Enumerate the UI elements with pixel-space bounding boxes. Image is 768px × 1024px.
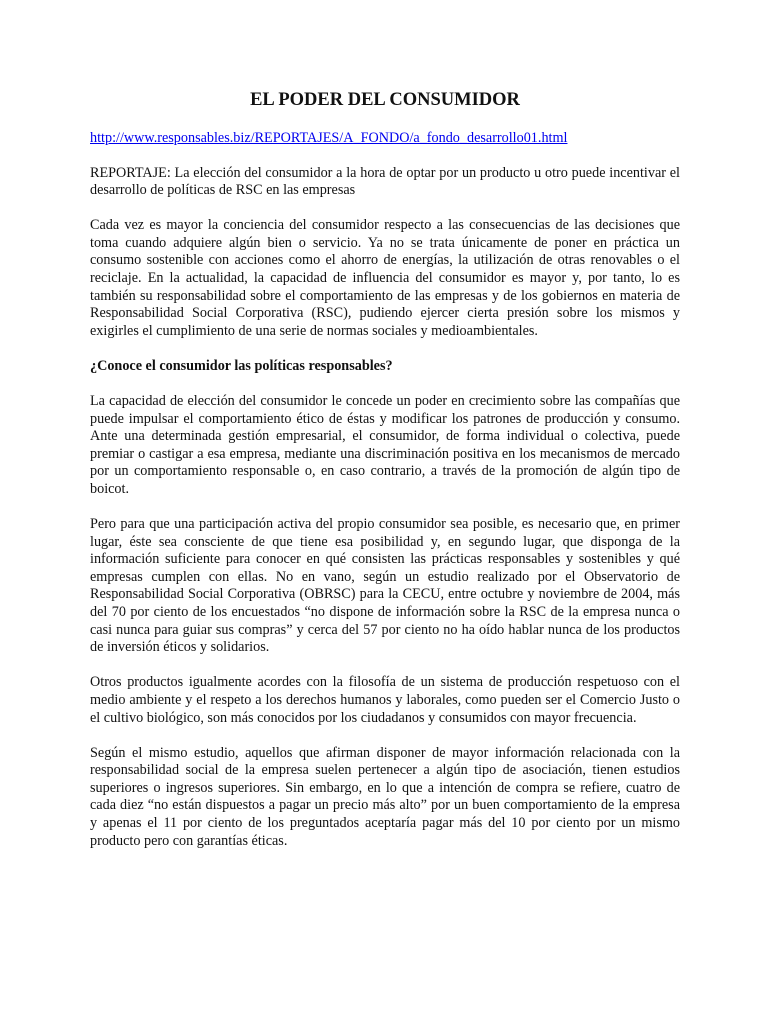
document-title: EL PODER DEL CONSUMIDOR — [250, 90, 520, 110]
body-paragraph-2: La capacidad de elección del consumidor le concede un poder en crecimiento sobre las compañías que puede impulsar el comportamiento ético de éstas y modificar los patrones de producción y consumo. Ante una determinada gestión empresarial, el consumidor, de forma individual o colectiva, puede premiar o castigar a esa empresa, mediante una discriminación positiva en los mecanismos de mercado por un comportamiento responsable o, en caso contrario, a través de la promoción de algún tipo de boicot. — [90, 393, 680, 497]
document-page — [90, 88, 680, 868]
body-paragraph-1: Cada vez es mayor la conciencia del consumidor respecto a las consecuencias de las decisiones que toma cuando adquiere algún bien o servicio. Ya no se trata únicamente de poner en práctica un consumo sostenible con acciones como el ahorro de energías, la utilización de otras renovables o el reciclaje. En la actualidad, la capacidad de influencia del consumidor es mayor y, por tanto, lo es también su responsabilidad sobre el comportamiento de las empresas y de los gobiernos en materia de Responsabilidad Social Corporativa (RSC), pudiendo ejercer cierta presión sobre los mismos y exigirles el cumplimiento de una serie de normas sociales y medioambientales. — [90, 217, 680, 339]
section-subheading: ¿Conoce el consumidor las políticas responsables? — [90, 357, 393, 374]
body-paragraph-3: Pero para que una participación activa del propio consumidor sea posible, es necesario que, en primer lugar, éste sea consciente de que tiene esa posibilidad y, en segundo lugar, que disponga de la información suficiente para conocer en qué consisten las prácticas responsables y sostenibles y qué empresas cumplen con ellas. No en vano, según un estudio realizado por el Observatorio de Responsabilidad Social Corporativa (OBRSC) para la CECU, entre octubre y noviembre de 2004, más del 70 por ciento de los encuestados “no dispone de información sobre la RSC de la empresa nunca o casi nunca para guiar sus compras” y cerca del 57 por ciento no ha oído hablar nunca de los productos de inversión éticos y solidarios. — [90, 516, 680, 656]
intro-paragraph: REPORTAJE: La elección del consumidor a la hora de optar por un producto u otro puede incentivar el desarrollo de políticas de RSC en las empresas — [90, 164, 680, 199]
source-link[interactable]: http://www.responsables.biz/REPORTAJES/A_FONDO/a_fondo_desarrollo01.html — [90, 130, 568, 146]
body-paragraph-4: Otros productos igualmente acordes con la filosofía de un sistema de producción respetuoso con el medio ambiente y el respeto a los derechos humanos y laborales, como pueden ser el Comercio Justo o el cultivo biológico, son más conocidos por los ciudadanos y consumidos con mayor frecuencia. — [90, 674, 680, 726]
body-paragraph-5: Según el mismo estudio, aquellos que afirman disponer de mayor información relacionada con la responsabilidad social de la empresa suelen pertenecer a algún tipo de asociación, tienen estudios superiores o ingresos superiores. Sin embargo, en lo que a intención de compra se refiere, cuatro de cada diez “no están dispuestos a pagar un precio más alto” por un buen comportamiento de la empresa y apenas el 11 por ciento de los preguntados aceptaría pagar más del 10 por ciento por un mismo producto pero con garantías éticas. — [90, 744, 680, 849]
